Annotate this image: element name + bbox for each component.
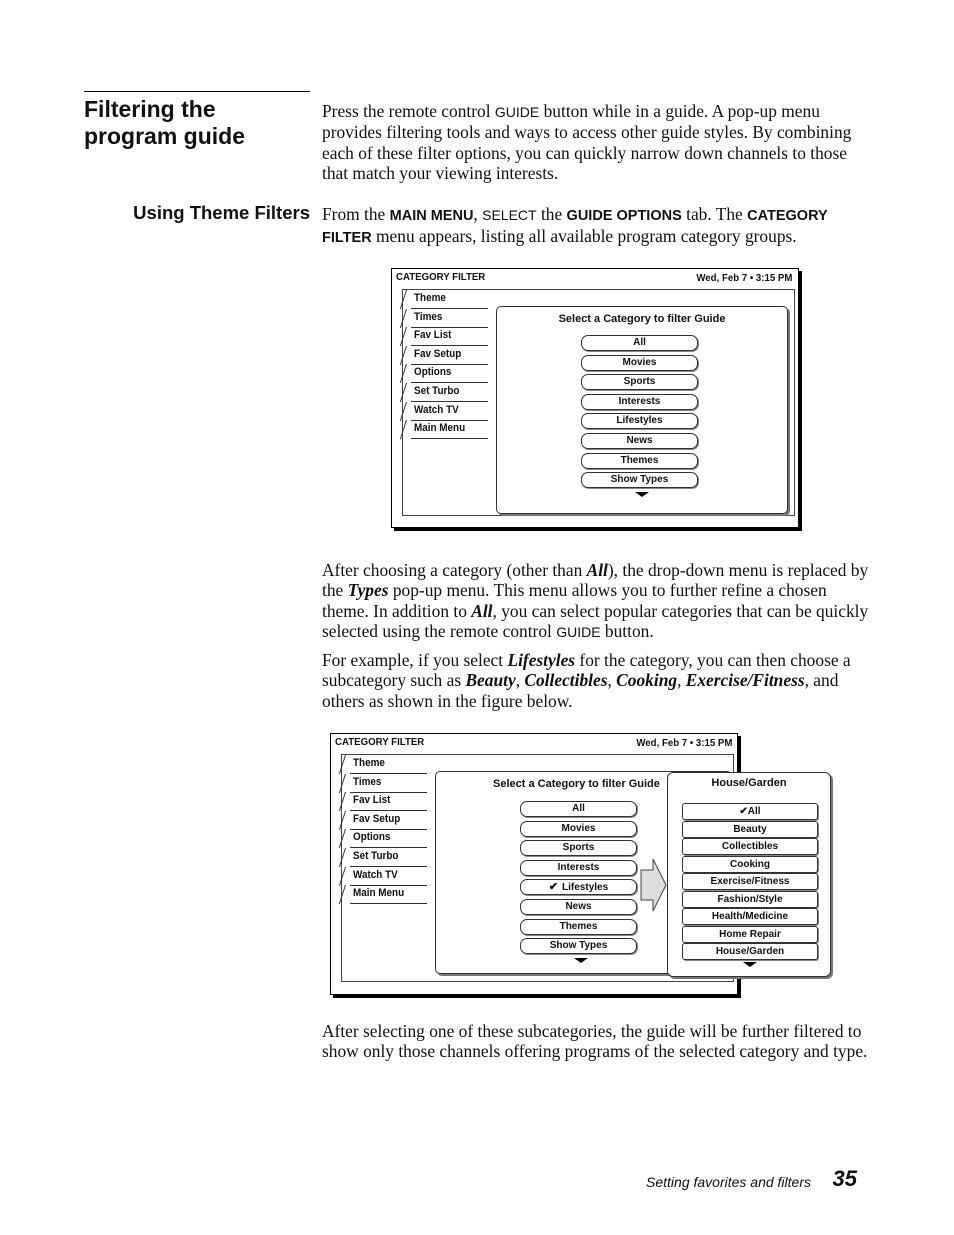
guide-key-label: GUIDE [556,623,601,640]
emphasis-cooking: Cooking [616,670,678,691]
menu-tab-label: Theme [414,292,446,304]
menu-tab-times[interactable] [411,309,488,328]
category-option-movies[interactable] [520,821,637,837]
scroll-down-arrow-icon[interactable] [574,958,588,963]
menu-tab-label: Fav List [353,794,391,807]
category-option-lifestyles[interactable] [581,413,698,429]
category-option-movies[interactable] [581,355,698,371]
option-label: News [626,435,653,446]
menu-tab-set-turbo[interactable] [411,383,488,402]
menu-tab-label: Watch TV [353,868,398,881]
menu-tab-label: Watch TV [414,403,459,416]
text-run: tab. The [681,204,748,224]
menu-tab-label: Theme [353,757,385,769]
category-option-lifestyles[interactable] [520,879,637,895]
text-run: button while in a guide. A pop-up menu provides filtering tools and ways to access other guide styles. By combining each of these filter options, you can quickly narrow down channels to those that match your viewing interests. [322,101,852,183]
example-paragraph [322,650,874,711]
menu-tab-label: Options [353,831,391,844]
subcategory-option-house-garden[interactable] [682,943,818,960]
category-filter-screen-2 [330,733,835,999]
option-label: Beauty [733,823,767,835]
category-option-news[interactable] [581,433,698,449]
subcategory-option-all[interactable] [682,803,818,820]
option-label: House/Garden [715,946,785,957]
option-label: All [572,803,585,814]
menu-tab-set-turbo[interactable] [350,848,427,867]
subcategory-option-collectibles[interactable] [682,838,818,855]
menu-tab-label: Set Turbo [353,850,399,862]
category-option-show-types[interactable] [581,472,698,488]
option-label: Lifestyles [616,415,663,427]
screen-header-title: CATEGORY FILTER [396,271,486,283]
menu-tab-options[interactable] [411,364,488,383]
menu-tab-label: Set Turbo [414,385,460,397]
category-option-interests[interactable] [581,394,698,410]
menu-tab-fav-list[interactable] [350,792,427,811]
option-label: Collectibles [721,841,779,852]
option-label: All [747,806,761,817]
emphasis-all: All [471,600,493,621]
guide-key-label: GUIDE [494,104,540,120]
menu-tab-label: Fav Setup [353,812,401,825]
category-option-show-types[interactable] [520,938,637,954]
text-run: For example, if you select [322,650,508,670]
footer-section-name: Setting favorites and filters [646,1174,811,1190]
option-label: All [633,337,646,348]
screen-header-datetime: Wed, Feb 7 • 3:15 PM [695,272,792,284]
subcategory-option-cooking[interactable] [682,856,818,873]
right-arrow-icon [638,857,668,913]
screen-header-title: CATEGORY FILTER [335,736,425,748]
main-menu-label: MAIN MENU [389,208,474,224]
option-label: Fashion/Style [717,893,783,905]
category-filter-screen-1 [391,268,801,530]
emphasis-types: Types [347,580,389,601]
emphasis-lifestyles: Lifestyles [507,650,576,670]
option-label: Sports [562,842,595,854]
category-filter-label: CATEGORY FILTER [322,208,828,247]
category-option-news[interactable] [520,899,637,915]
category-option-sports[interactable] [520,840,637,856]
heading-rule [84,91,310,92]
text-run: After choosing a category (other than [322,560,587,580]
category-option-sports[interactable] [581,374,698,390]
panel-title: Select a Category to filter Guide [493,778,660,790]
emphasis-exercise-fitness: Exercise/Fitness [685,670,805,691]
option-label: Interests [618,395,661,407]
text-run: button. [600,620,654,641]
option-label: Show Types [549,940,608,952]
text-run: the [536,204,567,224]
option-label: Health/Medicine [711,911,789,922]
menu-tab-label: Fav Setup [414,347,462,360]
menu-tab-watch-tv[interactable] [350,867,427,886]
subcategory-option-beauty[interactable] [682,821,818,838]
menu-tab-fav-setup[interactable] [350,811,427,830]
menu-tab-options[interactable] [350,829,427,848]
menu-tab-label: Main Menu [414,422,466,435]
option-label: Themes [620,454,659,466]
menu-tab-main-menu[interactable] [411,420,488,439]
option-label: Show Types [610,474,669,486]
menu-tab-fav-list[interactable] [411,327,488,346]
menu-tab-label: Fav List [414,329,452,342]
menu-tab-main-menu[interactable] [350,885,427,904]
text-run: Press the remote control [322,101,495,121]
menu-tab-watch-tv[interactable] [411,402,488,421]
subcategory-option-home-repair[interactable] [682,926,818,943]
text-run: , [515,670,525,691]
option-label: Lifestyles [562,882,609,894]
subcategory-option-health-medicine[interactable] [682,908,818,925]
scroll-down-arrow-icon[interactable] [635,492,649,497]
screen-header-datetime: Wed, Feb 7 • 3:15 PM [635,737,732,749]
theme-paragraph [322,204,874,249]
text-run: , and others as shown in the figure below. [322,670,839,711]
text-run: , [473,204,483,224]
option-label: Themes [559,920,598,932]
subsection-title: Using Theme Filters [133,202,310,223]
option-label: Sports [623,376,656,388]
emphasis-collectibles: Collectibles [524,670,608,691]
option-label: News [565,901,592,912]
scroll-down-arrow-icon[interactable] [743,962,757,967]
text-run: From the [322,204,390,224]
panel-title: Select a Category to filter Guide [558,313,726,325]
after-choosing-paragraph [322,560,874,642]
text-run: menu appears, listing all available program category groups. [371,226,797,247]
menu-tab-times[interactable] [350,774,427,793]
section-title: Filtering the program guide [84,96,246,149]
check-mark-icon: ✔ [548,881,559,894]
subcategory-option-exercise-fitness[interactable] [682,873,818,890]
text-run: for the category, you can then choose a subcategory such as [322,650,851,691]
text-run: , you can select popular categories that can be quickly selected using the remote control [322,600,869,641]
menu-tab-theme[interactable] [411,290,488,309]
option-label: Home Repair [719,928,781,940]
option-label: Movies [561,822,596,834]
menu-tab-theme[interactable] [350,755,427,774]
menu-tab-label: Times [414,310,443,323]
text-run: pop-up menu. This menu allows you to further refine a chosen theme. In addition to [322,580,827,621]
emphasis-all: All [586,560,608,580]
popup-title: House/Garden [711,777,787,789]
text-run: ), the drop-down menu is replaced by the [322,560,869,601]
after-selecting-paragraph: After selecting one of these subcategories, the guide will be further filtered to show only those channels offering programs of the selected category and type. [322,1021,868,1062]
guide-options-label: GUIDE OPTIONS [566,208,682,224]
category-option-themes[interactable] [520,919,637,935]
option-label: Exercise/Fitness [710,876,790,887]
intro-paragraph [322,101,874,183]
option-label: Movies [622,356,657,368]
page-number: 35 [832,1166,857,1191]
text-run: , [607,670,617,691]
select-key-label: SELECT [482,207,537,223]
option-label: Interests [557,861,600,873]
menu-tab-label: Times [353,775,382,788]
emphasis-beauty: Beauty [465,670,516,691]
text-run: , [677,670,686,691]
menu-tab-label: Main Menu [353,887,405,900]
check-mark-icon: ✔ [739,806,748,817]
category-option-all[interactable] [581,335,698,351]
menu-tab-fav-setup[interactable] [411,346,488,365]
category-option-all[interactable] [520,801,637,817]
subcategory-option-fashion-style[interactable] [682,891,818,908]
category-option-themes[interactable] [581,453,698,469]
menu-tab-label: Options [414,366,452,379]
category-option-interests[interactable] [520,860,637,876]
option-label: Cooking [730,858,770,870]
